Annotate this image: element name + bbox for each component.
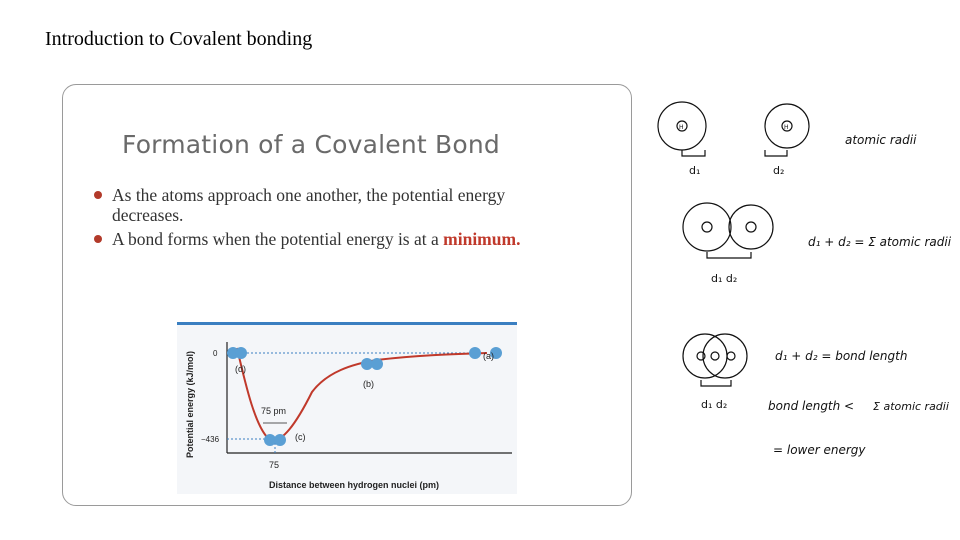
sum-radii-equation: d₁ + d₂ = Σ atomic radii	[808, 235, 952, 249]
x-axis-label: Distance between hydrogen nuclei (pm)	[269, 480, 440, 490]
nucleus-middle	[711, 352, 719, 360]
d-bracket	[707, 252, 751, 258]
d1-label: d₁	[689, 164, 701, 177]
nucleus-label-left: H	[679, 124, 684, 131]
bullet-dot-icon	[94, 235, 102, 243]
atom-b2	[371, 358, 383, 370]
d-labels: d₁ d₂	[711, 272, 738, 285]
bullet-item	[94, 229, 574, 249]
point-label-c: (c)	[295, 432, 306, 442]
bullet-text: A bond forms when the potential energy is at a	[112, 229, 444, 249]
y-tick-zero: 0	[213, 349, 218, 358]
point-label-b: (b)	[363, 379, 374, 389]
atom-circle-left	[683, 203, 731, 251]
bond-length-equation: d₁ + d₂ = bond length	[775, 349, 908, 363]
y-tick-min: −436	[201, 435, 220, 444]
bullet-highlight: minimum.	[443, 229, 521, 249]
bullet-dot-icon	[94, 191, 102, 199]
atom-circle-right	[729, 205, 773, 249]
d-labels: d₁ d₂	[701, 398, 728, 411]
handwritten-notes	[645, 90, 960, 470]
atomic-radii-label: atomic radii	[845, 133, 917, 147]
chart-background	[177, 322, 517, 494]
slide-heading: Formation of a Covalent Bond	[122, 130, 500, 159]
nucleus-left	[702, 222, 712, 232]
lower-energy-label: = lower energy	[773, 443, 866, 457]
notes-row-3	[683, 334, 949, 457]
page-title: Introduction to Covalent bonding	[45, 28, 313, 50]
d2-bracket	[765, 150, 787, 156]
point-label-d: (d)	[235, 364, 246, 374]
sum-atomic-radii: Σ atomic radii	[873, 400, 949, 413]
bullet-item	[94, 185, 574, 225]
atom-a1	[469, 347, 481, 359]
d1-bracket	[682, 150, 705, 156]
d-bracket	[701, 380, 731, 386]
x-tick-75: 75	[269, 460, 280, 470]
atom-d2	[235, 347, 247, 359]
atom-circle-right	[703, 334, 747, 378]
chart-top-rule	[177, 322, 517, 325]
nucleus-label-right: H	[784, 124, 789, 131]
potential-energy-chart	[177, 322, 517, 494]
y-axis-label: Potential energy (kJ/mol)	[185, 350, 195, 458]
bullet-text: As the atoms approach one another, the potential energy decreases.	[112, 185, 506, 225]
bullet-list	[94, 185, 574, 253]
point-label-a: (a)	[483, 351, 494, 361]
atom-c2	[274, 434, 286, 446]
d2-label: d₂	[773, 164, 785, 177]
notes-row-2	[683, 203, 952, 285]
nucleus-right	[727, 352, 735, 360]
notes-row-1	[658, 102, 917, 177]
bond-length-inequality: bond length <	[768, 399, 855, 413]
nucleus-right	[746, 222, 756, 232]
bond-length-annotation: 75 pm	[261, 406, 287, 416]
nucleus-left	[697, 352, 705, 360]
